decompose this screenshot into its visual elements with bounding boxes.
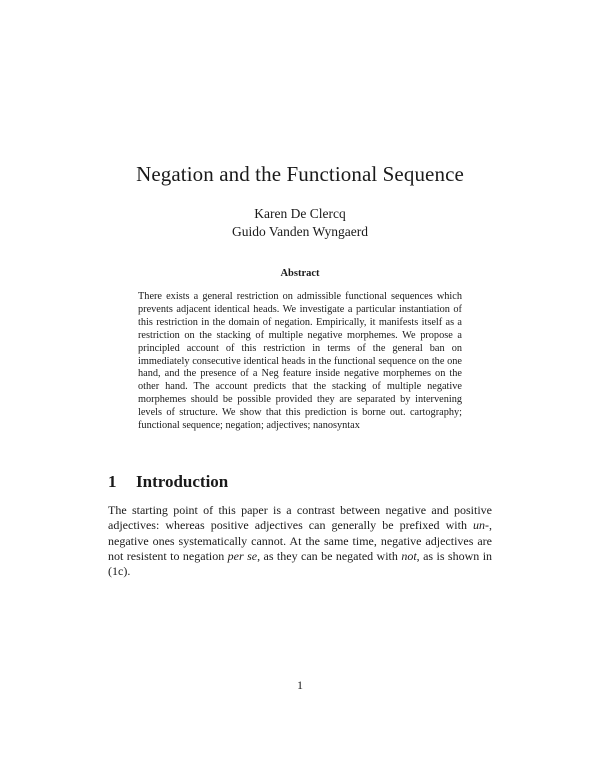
page-number: 1 xyxy=(297,678,303,692)
intro-italic-term: per se xyxy=(227,548,258,563)
intro-italic-term: un- xyxy=(473,518,489,533)
author-name: Guido Vanden Wyngaerd xyxy=(232,224,368,239)
intro-text-segment: , as they can be negated with xyxy=(257,548,402,563)
intro-italic-term: not xyxy=(401,548,417,563)
intro-text-segment: The starting point of this paper is a contrast between negative and positive adjectives: whereas positive adjectives can generally be prefixed with xyxy=(108,503,492,533)
section-number: 1 xyxy=(108,472,117,491)
abstract-text: There exists a general restriction on admissible functional sequences which prevents adjacent identical heads. We investigate a particular instantiation of this restriction in the domain of negation. Empirically, it manifests itself as a restriction on the stacking of multiple negative morphemes. We propose a principled account of this restriction in terms of the general ban on immediately consecutive identical heads in the functional sequence on the one hand, and the presence of a Neg feature inside negative morphemes on the other hand. The account predicts that the stacking of multiple negative morphemes should be possible provided they are separated by intervening levels of structure. We show that this prediction is borne out. xyxy=(138,291,462,419)
abstract-keywords: cartography; functional sequence; negation; adjectives; nanosyntax xyxy=(138,407,463,432)
intro-text-segment: , negative ones systematically cannot. At the same time, negative adjectives are not resistent to negation xyxy=(108,518,492,563)
abstract-heading: Abstract xyxy=(280,268,320,279)
section-heading xyxy=(108,472,228,492)
author-name: Karen De Clercq xyxy=(254,206,346,221)
intro-paragraph xyxy=(108,503,492,579)
abstract-body xyxy=(138,291,462,433)
paper-title: Negation and the Functional Sequence xyxy=(136,162,464,186)
section-title: Introduction xyxy=(136,472,229,491)
intro-text-segment: , as is shown in (1c). xyxy=(108,548,493,579)
